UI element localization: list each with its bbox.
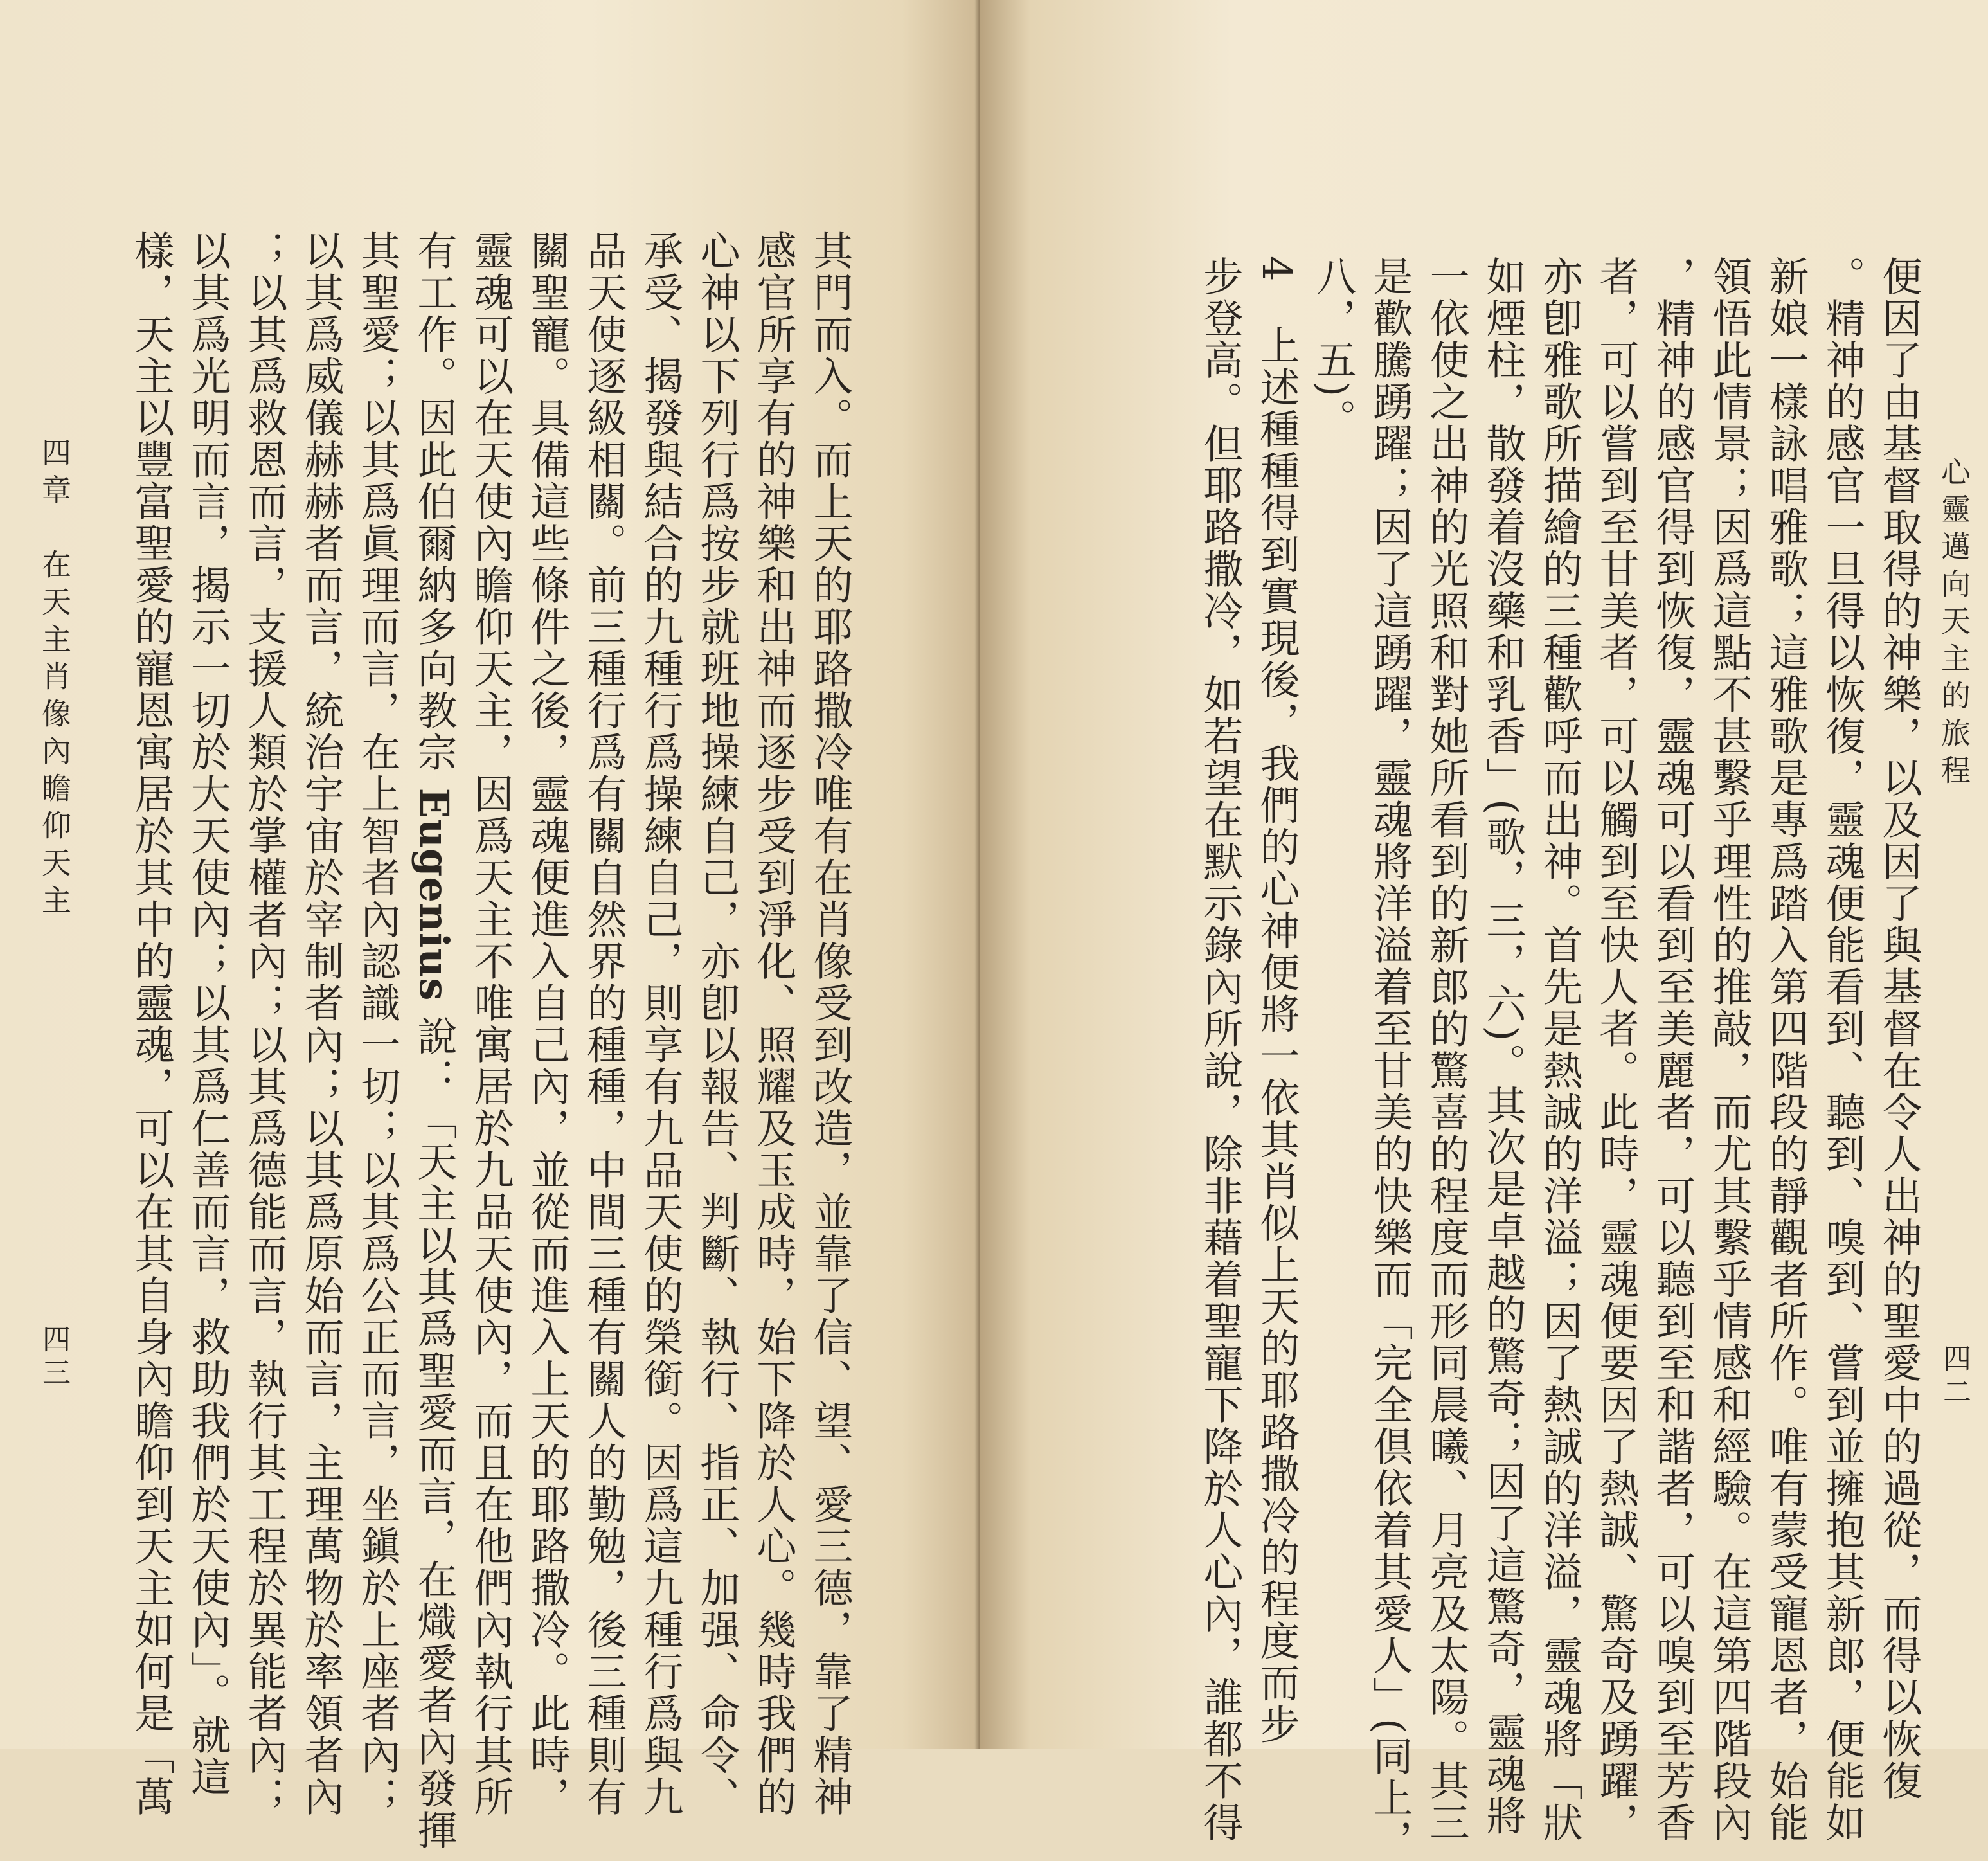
text-column <box>462 230 519 1818</box>
text-run: 感官所享有的神樂和出神而逐步受到淨化、照耀及玉成時，始下降於人心。幾時我們的 <box>750 230 797 1818</box>
text-run: 新娘一樣詠唱雅歌；這雅歌是專爲踏入第四階段的靜觀者所作。唯有蒙受寵恩者，始能 <box>1762 256 1809 1844</box>
left-page-body <box>123 230 858 1852</box>
text-column <box>688 230 745 1818</box>
text-column <box>1474 256 1531 1837</box>
text-run: 。精神的感官一旦得以恢復，靈魂便能看到、聽到、嗅到、嘗到並擁抱其新郎，便能如 <box>1819 256 1866 1844</box>
text-run: 心神以下列行爲按步就班地操練自己，亦卽以報告、判斷、執行、指正、加强、命令、 <box>694 230 740 1818</box>
running-head-right: 心靈邁向天主的旅程 <box>1937 456 1971 792</box>
text-run: 其聖愛；以其爲眞理而言，在上智者內認識一切；以其爲公正而言，坐鎭於上座者內； <box>354 230 401 1818</box>
page-number-left: 四三 <box>37 1324 70 1391</box>
right-page <box>980 0 1988 1861</box>
text-column <box>123 230 179 1818</box>
text-run: 亦卽雅歌所描繪的三種歡呼而出神。首先是熱誠的洋溢；因了熱誠的洋溢，靈魂將「狀 <box>1536 256 1583 1844</box>
text-run: 上述種種得到實現後，我們的心神便將一依其肖似上天的耶路撒冷的程度而步 <box>1253 283 1300 1746</box>
page-number-right: 四二 <box>1938 1344 1971 1410</box>
text-run: ，精神的感官得到恢復，靈魂可以看到至美麗者，可以聽到至和諧者，可以嗅到至芳香 <box>1649 256 1696 1844</box>
text-run: 以其爲威儀赫赫者而言，統治宇宙於宰制者內；以其爲原始而言，主理萬物於率領者內 <box>298 230 345 1818</box>
text-run: 領悟此情景；因爲這點不甚繫乎理性的推敲，而尤其繫乎情感和經驗。在這第四階段內 <box>1706 256 1753 1844</box>
text-run: 其門而入。而上天的耶路撒冷唯有在肖像受到改造，並靠了信、望、愛三德，靠了精神 <box>807 230 854 1818</box>
text-column <box>575 230 632 1818</box>
text-column <box>349 230 406 1818</box>
text-column <box>179 230 236 1798</box>
text-column <box>1418 256 1474 1844</box>
text-run: 以其爲光明而言，揭示一切於大天使內；以其爲仁善而言，救助我們於天使內」。就這 <box>184 230 231 1798</box>
latin-name: Eugenius <box>411 787 458 1002</box>
text-column <box>801 230 858 1818</box>
text-column <box>1870 256 1927 1802</box>
text-column <box>236 230 292 1818</box>
text-column <box>1305 256 1361 1734</box>
text-run: 靈魂可以在天使內瞻仰天主，因爲天主不唯寓居於九品天使內，而且在他們內執行其所 <box>467 230 514 1818</box>
text-run: ；以其爲救恩而言，支援人類於掌權者內；以其爲德能而言，執行其工程於異能者內； <box>241 230 288 1818</box>
text-column <box>745 230 801 1818</box>
text-column <box>1588 256 1644 1844</box>
text-run: 便因了由基督取得的神樂，以及因了與基督在令人出神的聖愛中的過從，而得以恢復 <box>1876 256 1922 1802</box>
text-run: 關聖寵。具備這些條件之後，靈魂便進入自己內，並從而進入上天的耶路撒冷。此時， <box>524 230 571 1818</box>
text-column <box>292 230 349 1818</box>
text-column <box>406 230 462 1852</box>
text-run: 步登高。但耶路撒冷，如若望在默示錄內所說，除非藉着聖寵下降於人心內，誰都不得 <box>1197 256 1244 1844</box>
text-run: 說：「天主以其爲聖愛而言，在熾愛者內發揮 <box>411 1001 458 1852</box>
text-column <box>1814 256 1870 1844</box>
text-column <box>1701 256 1757 1844</box>
text-run: 八，五)。 <box>1310 256 1357 441</box>
text-run: 是歡騰踴躍；因了這踴躍，靈魂將洋溢着至甘美的快樂而「完全倶依着其愛人」(同上， <box>1366 256 1413 1861</box>
text-run: 者，可以嘗到至甘美者，可以觸到至快人者。此時，靈魂便要因了熱誠、驚奇及踴躍， <box>1593 256 1640 1844</box>
text-column <box>1361 256 1418 1861</box>
text-column <box>519 230 575 1818</box>
text-column <box>1531 256 1588 1844</box>
text-run: 如煙柱，散發着沒藥和乳香」(歌，三，六)。其次是卓越的驚奇；因了這驚奇，靈魂將 <box>1480 256 1527 1837</box>
text-column <box>1248 256 1305 1746</box>
text-run: 承受、揭發與結合的九種行爲操練自己，則享有九品天使的榮銜。因爲這九種行爲與九 <box>637 230 684 1818</box>
text-run: 有工作。因此伯爾納多向教宗 <box>411 230 458 788</box>
text-run: 品天使逐級相關。前三種行爲有關自然界的種種，中間三種有關人的勤勉，後三種則有 <box>580 230 627 1818</box>
section-number: 4 <box>1253 256 1300 283</box>
text-run: 樣，天主以豐富聖愛的寵恩寓居於其中的靈魂，可以在其自身內瞻仰到天主如何是「萬 <box>128 230 175 1818</box>
right-page-body <box>1192 256 1927 1861</box>
left-page <box>0 0 980 1852</box>
text-column <box>1192 256 1248 1844</box>
text-column <box>1644 256 1701 1844</box>
text-column <box>1757 256 1814 1844</box>
running-head-left: 四章 在天主肖像內瞻仰天主 <box>37 437 72 922</box>
text-run: 一依使之出神的光照和對她所看到的新郎的驚喜的程度而形同晨曦、月亮及太陽。其三 <box>1423 256 1470 1844</box>
text-column <box>632 230 688 1818</box>
